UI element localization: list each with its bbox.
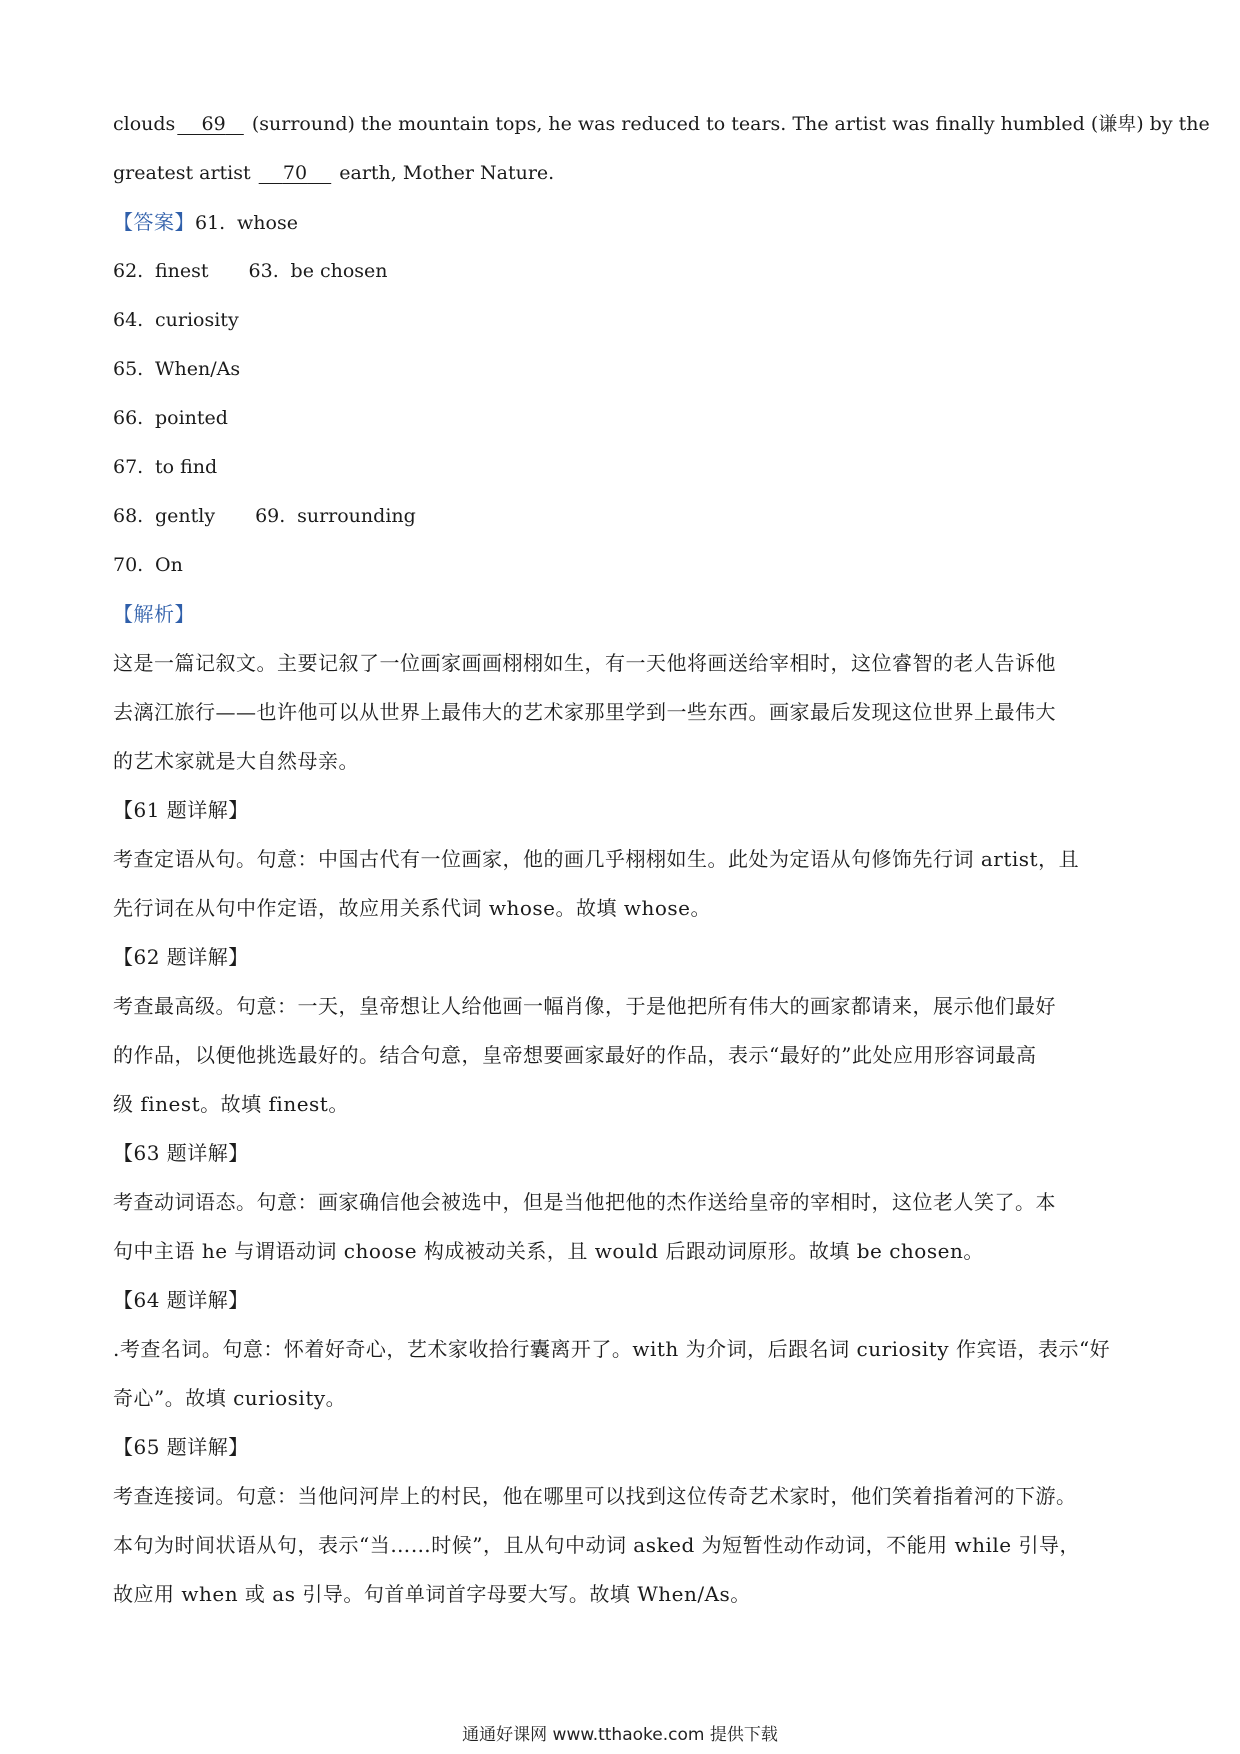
answer-blank-70: 70: [282, 162, 308, 184]
passage-line-1: [113, 100, 1210, 149]
answer-line-1: [113, 198, 1133, 247]
question-63-line: 考查动词语态。句意：画家确信他会被选中，但是当他把他的杰作送给皇帝的宰相时，这位老人笑了。本: [113, 1190, 1056, 1214]
passage-text: earth, Mother Nature.: [339, 162, 555, 184]
answer-text: surrounding: [297, 505, 416, 527]
question-62-title: 【62 题详解】: [113, 945, 249, 969]
answer-text: whose: [237, 212, 298, 234]
answer-line-5: [113, 394, 1133, 443]
answer-text: finest: [155, 260, 209, 282]
summary-line: 去漓江旅行——也许他可以从世界上最伟大的艺术家那里学到一些东西。画家最后发现这位世界上最伟大: [113, 700, 1056, 724]
summary-line: 这是一篇记叙文。主要记叙了一位画家画画栩栩如生，有一天他将画送给宰相时，这位睿智的老人告诉他: [113, 651, 1056, 675]
answer-blank-69: 69: [201, 113, 226, 135]
question-62-line: 的作品，以便他挑选最好的。结合句意，皇帝想要画家最好的作品，表示“最好的”此处应用形容词最高: [113, 1043, 1037, 1067]
answer-number: 66.: [113, 407, 144, 429]
question-64-title: 【64 题详解】: [113, 1288, 249, 1312]
answer-number: 62.: [113, 260, 144, 282]
answer-text: On: [155, 554, 183, 576]
question-61-line: 考查定语从句。句意：中国古代有一位画家，他的画几乎栩栩如生。此处为定语从句修饰先行词 artist，且: [113, 847, 1080, 871]
answer-line-4: [113, 345, 1133, 394]
passage-line-2: [113, 149, 1133, 198]
answer-text: to find: [155, 456, 218, 478]
answer-text: pointed: [155, 407, 228, 429]
question-61-line: 先行词在从句中作定语，故应用关系代词 whose。故填 whose。: [113, 896, 711, 920]
analysis-label: 【解析】: [113, 602, 195, 626]
answer-number: 69.: [255, 505, 286, 527]
answer-text: When/As: [155, 358, 241, 380]
document-page: [113, 100, 1210, 1619]
answer-line-3: [113, 296, 1133, 345]
answer-number: 67.: [113, 456, 144, 478]
answer-text: gently: [155, 505, 216, 527]
question-64-line: .考查名词。句意：怀着好奇心，艺术家收拾行囊离开了。with 为介词，后跟名词 curiosity 作宾语，表示“好: [113, 1337, 1111, 1361]
answer-number: 70.: [113, 554, 144, 576]
question-63-line: 句中主语 he 与谓语动词 choose 构成被动关系，且 would 后跟动词原形。故填 be chosen。: [113, 1239, 984, 1263]
passage-text: clouds: [113, 113, 176, 135]
question-63-title: 【63 题详解】: [113, 1141, 249, 1165]
answer-line-6: [113, 443, 1133, 492]
question-65-title: 【65 题详解】: [113, 1435, 249, 1459]
footer-watermark-text[interactable]: 通通好课网 www.tthaoke.com 提供下载: [462, 1725, 778, 1745]
answer-number: 63.: [248, 260, 279, 282]
answer-number: 64.: [113, 309, 144, 331]
question-62-line: 级 finest。故填 finest。: [113, 1092, 349, 1116]
answer-number: 68.: [113, 505, 144, 527]
passage-text: (surround) the mountain tops, he was reduced to tears. The artist was finally humbled (谦卑) by the: [251, 113, 1210, 135]
question-65-line: 本句为时间状语从句，表示“当……时候”，且从句中动词 asked 为短暂性动作动词，不能用 while 引导，: [113, 1533, 1080, 1557]
answer-label: 【答案】: [113, 210, 195, 234]
summary-line: 的艺术家就是大自然母亲。: [113, 749, 359, 773]
answer-number: 61.: [195, 212, 226, 234]
question-65-line: 故应用 when 或 as 引导。句首单词首字母要大写。故填 When/As。: [113, 1582, 751, 1606]
question-65-line: 考查连接词。句意：当他问河岸上的村民，他在哪里可以找到这位传奇艺术家时，他们笑着指着河的下游。: [113, 1484, 1077, 1508]
answer-number: 65.: [113, 358, 144, 380]
passage-text: greatest artist: [113, 162, 251, 184]
question-62-line: 考查最高级。句意：一天，皇帝想让人给他画一幅肖像，于是他把所有伟大的画家都请来，展示他们最好: [113, 994, 1056, 1018]
answer-line-2: [113, 247, 1133, 296]
answer-text: curiosity: [155, 309, 239, 331]
question-64-line: 奇心”。故填 curiosity。: [113, 1386, 347, 1410]
answer-line-8: [113, 541, 1133, 590]
question-61-title: 【61 题详解】: [113, 798, 249, 822]
answer-text: be chosen: [290, 260, 388, 282]
answer-line-7: [113, 492, 1133, 541]
